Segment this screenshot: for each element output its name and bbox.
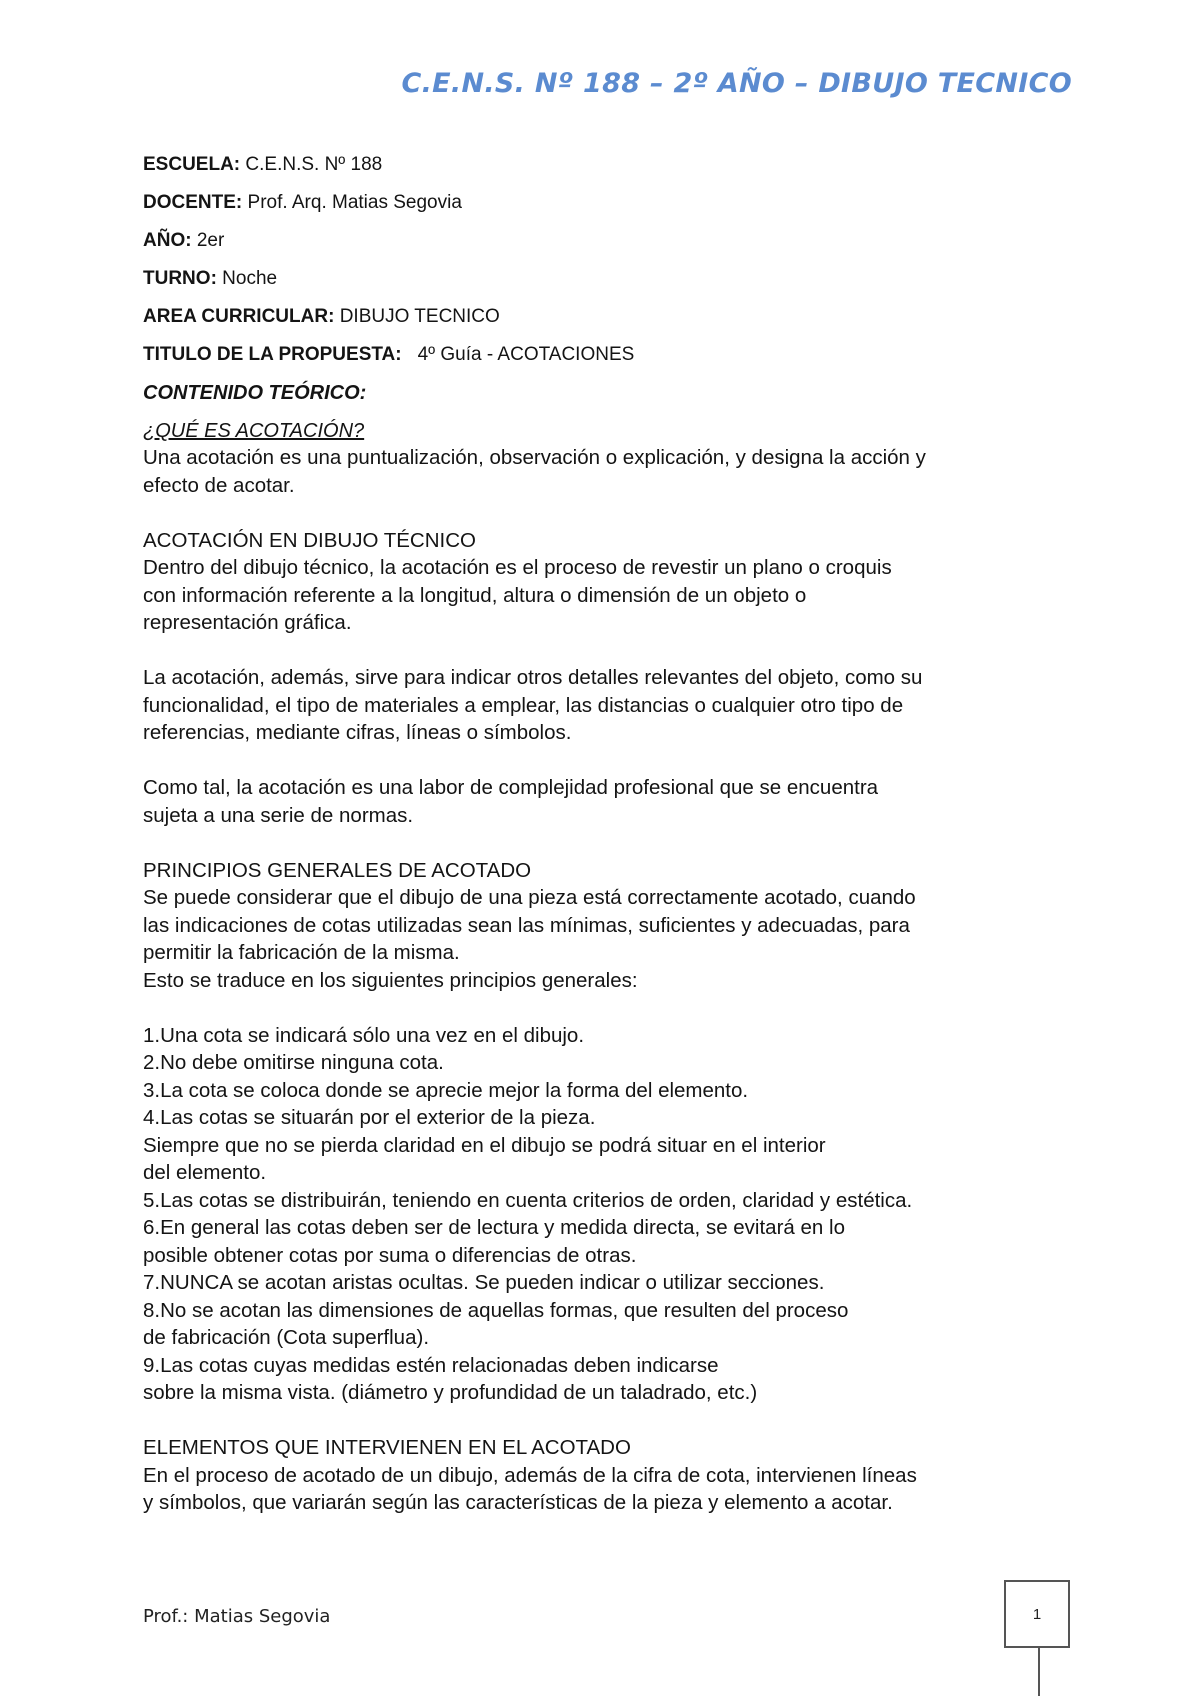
meta-value: Prof. Arq. Matias Segovia bbox=[247, 192, 462, 213]
que-es-line: efecto de acotar. bbox=[143, 473, 295, 497]
meta-value: 2er bbox=[196, 230, 225, 251]
principio-item: de fabricación (Cota superflua). bbox=[143, 1326, 430, 1349]
principio-item: 1.Una cota se indicará sólo una vez en el dibujo. bbox=[143, 1023, 585, 1047]
principios-intro-line: permitir la fabricación de la misma. bbox=[143, 941, 460, 964]
meta-label: TURNO bbox=[143, 268, 211, 289]
header-title: C.E.N.S. Nº 188 – 2º AÑO – DIBUJO TECNICO bbox=[401, 68, 1072, 99]
dibujo-line: representación gráfica. bbox=[143, 611, 352, 634]
principio-item: sobre la misma vista. (diámetro y profundidad de un taladrado, etc.) bbox=[143, 1381, 758, 1404]
elementos-line: En el proceso de acotado de un dibujo, además de la cifra de cota, intervienen líneas bbox=[143, 1463, 917, 1487]
document-body bbox=[143, 146, 1103, 1517]
que-es-title: ¿QUÉ ES ACOTACIÓN? bbox=[143, 420, 365, 442]
dibujo-line: con información referente a la longitud, altura o dimensión de un objeto o bbox=[143, 583, 807, 607]
dibujo-line: sujeta a una serie de normas. bbox=[143, 803, 414, 827]
principio-item: 7.NUNCA se acotan aristas ocultas. Se pueden indicar o utilizar secciones. bbox=[143, 1271, 825, 1294]
que-es-line: Una acotación es una puntualización, observación o explicación, y designa la acción y bbox=[143, 446, 926, 469]
meta-escuela: ESCUELA: C.E.N.S. Nº 188 bbox=[143, 154, 383, 175]
page-number: 1 bbox=[1032, 1605, 1042, 1623]
dibujo-line: Dentro del dibujo técnico, la acotación es el proceso de revestir un plano o croquis bbox=[143, 556, 892, 579]
meta-value: C.E.N.S. Nº 188 bbox=[245, 154, 383, 175]
meta-value: Noche bbox=[222, 268, 278, 289]
principio-item: 6.En general las cotas deben ser de lectura y medida directa, se evitará en lo bbox=[143, 1216, 845, 1239]
meta-anio: AÑO: 2er bbox=[143, 230, 225, 251]
meta-label: ESCUELA bbox=[143, 154, 234, 175]
contenido-title: CONTENIDO TEÓRICO: bbox=[143, 382, 367, 404]
meta-label: AREA CURRICULAR bbox=[143, 306, 329, 327]
elementos-line: y símbolos, que variarán según las características de la pieza y elemento a acotar. bbox=[143, 1491, 893, 1514]
principios-intro-line: las indicaciones de cotas utilizadas sean las mínimas, suficientes y adecuadas, para bbox=[143, 913, 910, 937]
principio-item: 5.Las cotas se distribuirán, teniendo en cuenta criterios de orden, claridad y estética. bbox=[143, 1188, 913, 1212]
elementos-heading: ELEMENTOS QUE INTERVIENEN EN EL ACOTADO bbox=[143, 1436, 631, 1459]
meta-area: AREA CURRICULAR: DIBUJO TECNICO bbox=[143, 306, 500, 327]
principio-item: 8.No se acotan las dimensiones de aquellas formas, que resulten del proceso bbox=[143, 1298, 849, 1322]
dibujo-heading: ACOTACIÓN EN DIBUJO TÉCNICO bbox=[143, 528, 476, 552]
principio-item: Siempre que no se pierda claridad en el dibujo se podrá situar en el interior bbox=[143, 1133, 826, 1157]
principio-item: posible obtener cotas por suma o diferencias de otras. bbox=[143, 1243, 637, 1267]
dibujo-line: referencias, mediante cifras, líneas o símbolos. bbox=[143, 721, 572, 744]
principio-item: del elemento. bbox=[143, 1161, 267, 1184]
principio-item: 4.Las cotas se situarán por el exterior de la pieza. bbox=[143, 1106, 596, 1129]
principios-intro-line: Se puede considerar que el dibujo de una pieza está correctamente acotado, cuando bbox=[143, 886, 916, 909]
meta-docente: DOCENTE: Prof. Arq. Matias Segovia bbox=[143, 192, 462, 213]
meta-label: DOCENTE bbox=[143, 192, 236, 213]
principio-item: 9.Las cotas cuyas medidas estén relacionadas deben indicarse bbox=[143, 1353, 719, 1377]
dibujo-line: La acotación, además, sirve para indicar otros detalles relevantes del objeto, como su bbox=[143, 666, 923, 689]
principios-heading: PRINCIPIOS GENERALES DE ACOTADO bbox=[143, 858, 532, 882]
meta-titulo: TITULO DE LA PROPUESTA: 4º Guía - ACOTACIONES bbox=[143, 344, 635, 365]
meta-value: 4º Guía - ACOTACIONES bbox=[417, 344, 635, 365]
meta-label: AÑO bbox=[143, 230, 186, 251]
principio-item: 3.La cota se coloca donde se aprecie mejor la forma del elemento. bbox=[143, 1078, 749, 1102]
meta-value: DIBUJO TECNICO bbox=[339, 306, 500, 327]
page-number-box bbox=[1004, 1580, 1070, 1648]
page-number-line bbox=[1038, 1648, 1040, 1696]
principios-list bbox=[143, 1022, 1103, 1407]
dibujo-line: funcionalidad, el tipo de materiales a emplear, las distancias o cualquier otro tipo de bbox=[143, 693, 904, 717]
principio-item: 2.No debe omitirse ninguna cota. bbox=[143, 1051, 444, 1074]
principios-intro-line: Esto se traduce en los siguientes principios generales: bbox=[143, 968, 638, 992]
meta-block bbox=[143, 146, 1103, 374]
meta-turno: TURNO: Noche bbox=[143, 268, 278, 289]
footer-author: Prof.: Matias Segovia bbox=[143, 1606, 331, 1627]
meta-label: TITULO DE LA PROPUESTA bbox=[143, 344, 396, 365]
dibujo-line: Como tal, la acotación es una labor de complejidad profesional que se encuentra bbox=[143, 776, 879, 799]
